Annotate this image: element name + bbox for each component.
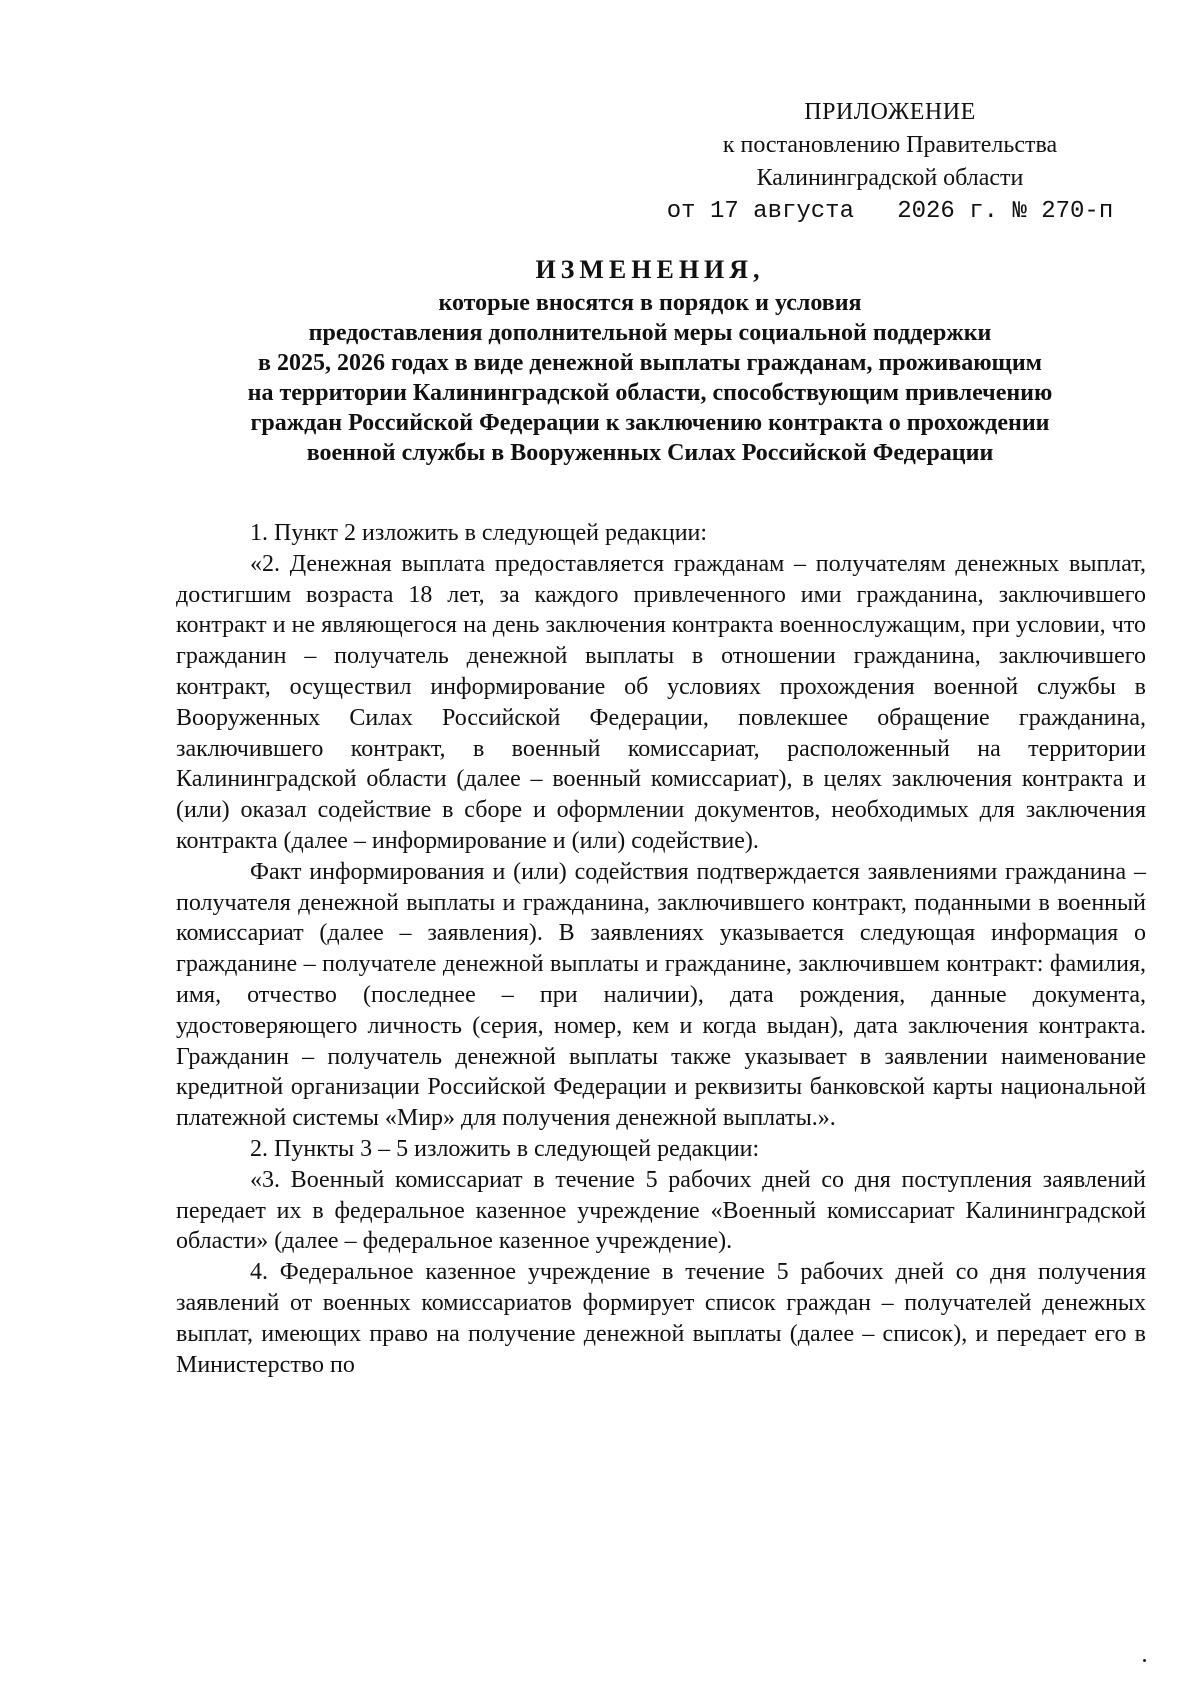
appendix-line-2: Калининградской области bbox=[756, 165, 1024, 191]
title-line: предоставления дополнительной меры социальной поддержки bbox=[308, 320, 992, 346]
paragraph-point-4: 4. Федеральное казенное учреждение в течение 5 рабочих дней со дня получения заявлений от военных комиссариатов формирует список граждан – получателей денежных выплат, имеющих право на получение денежной выплаты (далее – список), и передает его в Министерство по bbox=[176, 1259, 1146, 1378]
document-body bbox=[176, 518, 1146, 1380]
paragraph-item-2: 2. Пункты 3 – 5 изложить в следующей редакции: bbox=[250, 1135, 760, 1162]
title-line: которые вносятся в порядок и условия bbox=[438, 290, 862, 316]
title-line: военной службы в Вооруженных Силах Российской Федерации bbox=[306, 440, 994, 466]
paragraph-item-1: 1. Пункт 2 изложить в следующей редакции: bbox=[250, 520, 708, 546]
title-line: граждан Российской Федерации к заключению контракта о прохождении bbox=[250, 410, 1050, 436]
appendix-header bbox=[640, 96, 1140, 228]
document-title bbox=[160, 255, 1140, 468]
paragraph-fact: Факт информирования и (или) содействия подтверждается заявлениями гражданина – получателя денежной выплаты и гражданина, заключившего контракт, поданными в военный комиссариат (далее – заявления). В заявлениях указывается следующая информация о гражданине – получателе денежной выплаты и гражданине, заключившем контракт: фамилия, имя, отчество (последнее – при наличии), дата рождения, данные документа, удостоверяющего личность (серия, номер, кем и когда выдан), дата заключения контракта. Гражданин – получатель денежной выплаты также указывает в заявлении наименование кредитной организации Российской Федерации и реквизиты банковской карты национальной платежной системы «Мир» для получения денежной выплаты.». bbox=[176, 858, 1146, 1132]
appendix-heading: ПРИЛОЖЕНИЕ bbox=[804, 99, 976, 125]
paragraph-point-3: «3. Военный комиссариат в течение 5 рабочих дней со дня поступления заявлений передает их в федеральное казенное учреждение «Военный комиссариат Калининградской области» (далее – федеральное казенное учреждение). bbox=[176, 1166, 1146, 1255]
order-date-number: от 17 августа 2026 г. № 270-п bbox=[666, 198, 1114, 225]
scan-speck bbox=[1143, 1659, 1146, 1662]
title-main: ИЗМЕНЕНИЯ, bbox=[535, 255, 765, 284]
title-line: на территории Калининградской области, способствующим привлечению bbox=[247, 380, 1053, 406]
title-line: в 2025, 2026 годах в виде денежной выплаты гражданам, проживающим bbox=[258, 350, 1042, 376]
paragraph-point-2: «2. Денежная выплата предоставляется гражданам – получателям денежных выплат, достигшим возраста 18 лет, за каждого привлеченного ими гражданина, заключившего контракт и не являющегося на день заключения контракта военнослужащим, при условии, что гражданин – получатель денежной выплаты в отношении гражданина, заключившего контракт, осуществил информирование об условиях прохождения военной службы в Вооруженных Силах Российской Федерации, повлекшее обращение гражданина, заключившего контракт, в военный комиссариат, расположенный на территории Калининградской области (далее – военный комиссариат), в целях заключения контракта и (или) оказал содействие в сборе и оформлении документов, необходимых для заключения контракта (далее – информирование и (или) содействие). bbox=[176, 550, 1146, 854]
appendix-line-1: к постановлению Правительства bbox=[722, 132, 1058, 158]
